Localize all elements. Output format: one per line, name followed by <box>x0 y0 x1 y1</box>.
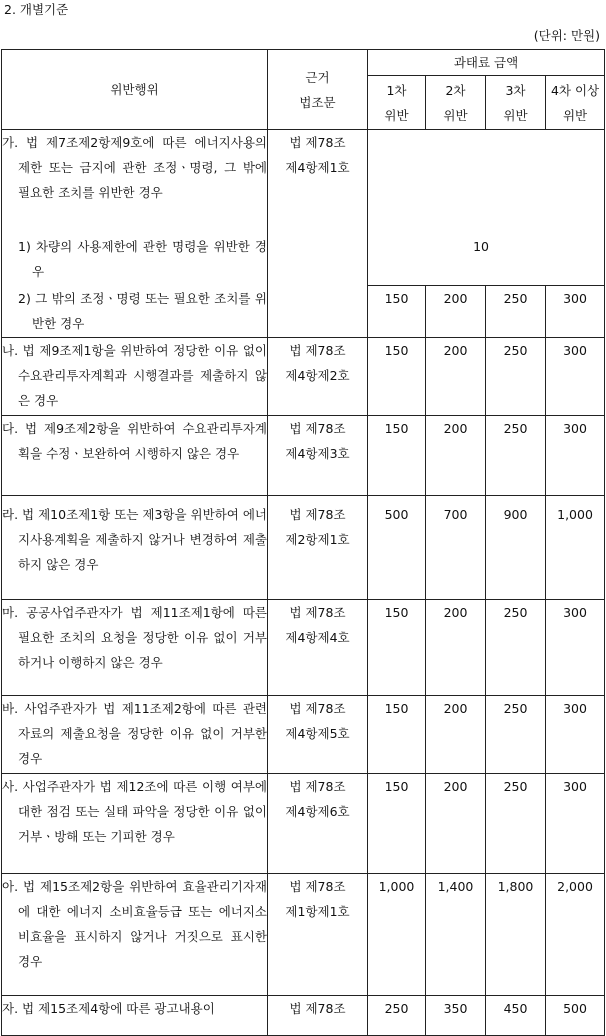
basis-line1: 법 제78조 <box>289 879 346 894</box>
header-col-3-line2: 위반 <box>503 107 528 123</box>
fine-3: 900 <box>486 496 546 600</box>
header-col-2 <box>426 76 486 130</box>
violation-text: 라. 법 제10조제1항 또는 제3항을 위반하여 에너지사용계획을 제출하지 않거나 변경하여 제출하지 않은 경우 <box>2 507 267 572</box>
merged-fine: 10 <box>368 234 605 286</box>
header-violation: 위반행위 <box>2 50 268 130</box>
fine-2: 200 <box>426 774 486 874</box>
fine-3: 250 <box>486 286 546 338</box>
fine-2: 200 <box>426 600 486 696</box>
fine-3: 250 <box>486 696 546 774</box>
violation-cell <box>2 600 268 696</box>
fine-2: 200 <box>426 696 486 774</box>
fine-1: 1,000 <box>368 874 426 996</box>
header-col-3-line1: 3차 <box>505 82 526 98</box>
header-col-2-line2: 위반 <box>443 107 468 123</box>
fine-3: 1,800 <box>486 874 546 996</box>
fine-4: 300 <box>546 600 605 696</box>
header-col-4-line1: 4차 이상 <box>550 82 600 98</box>
table-row <box>2 234 605 286</box>
violation-text: 나. 법 제9조제1항을 위반하여 정당한 이유 없이 수요관리투자계획과 시행결과를 제출하지 않은 경우 <box>2 343 267 408</box>
basis-line2: 제1항제1호 <box>285 904 350 919</box>
header-col-1-line1: 1차 <box>386 82 407 98</box>
basis-line2: 제2항제1호 <box>285 532 350 547</box>
fine-4: 300 <box>546 774 605 874</box>
violation-text: 아. 법 제15조제2항을 위반하여 효율관리기자재에 대한 에너지 소비효율등급 또는 에너지소비효율을 표시하지 않거나 거짓으로 표시한 경우 <box>2 879 267 969</box>
violation-cell <box>2 774 268 874</box>
violation-cell <box>2 130 268 234</box>
violation-text: 사. 사업주관자가 법 제12조에 따른 이행 여부에 대한 점검 또는 실태 파악을 정당한 이유 없이 거부ㆍ방해 또는 기피한 경우 <box>2 779 267 844</box>
fine-4: 300 <box>546 286 605 338</box>
fine-4: 300 <box>546 416 605 496</box>
violation-cell <box>2 874 268 996</box>
fine-4 <box>546 130 605 234</box>
fine-2 <box>426 130 486 234</box>
header-basis <box>268 50 368 130</box>
header-col-4-line2: 위반 <box>562 107 588 123</box>
table-row <box>2 416 605 496</box>
fine-2: 200 <box>426 286 486 338</box>
basis-line1: 법 제78조 <box>289 135 346 150</box>
basis-cell <box>268 600 368 696</box>
basis-line1: 법 제78조 <box>289 1001 346 1016</box>
fine-1: 150 <box>368 338 426 416</box>
violation-cell <box>2 338 268 416</box>
violation-text: 자. 법 제15조제4항에 따른 광고내용이 <box>2 1001 215 1016</box>
basis-cell <box>268 338 368 416</box>
fine-2: 200 <box>426 416 486 496</box>
section-title: 2. 개별기준 <box>4 2 69 17</box>
fine-3 <box>486 130 546 234</box>
basis-cell <box>268 234 368 286</box>
table-row <box>2 874 605 996</box>
fine-3: 250 <box>486 600 546 696</box>
violation-cell <box>2 416 268 496</box>
table-row <box>2 286 605 338</box>
fine-3: 250 <box>486 416 546 496</box>
fine-2: 700 <box>426 496 486 600</box>
table-row <box>2 774 605 874</box>
basis-line2: 제4항제6호 <box>285 804 350 819</box>
header-col-2-line1: 2차 <box>445 82 466 98</box>
violation-text: 1) 차량의 사용제한에 관한 명령을 위반한 경우 <box>18 238 267 279</box>
fine-1: 150 <box>368 774 426 874</box>
fine-4: 300 <box>546 696 605 774</box>
fine-2: 1,400 <box>426 874 486 996</box>
fine-2: 200 <box>426 338 486 416</box>
header-basis-line1: 근거 <box>305 69 330 85</box>
basis-line2: 제4항제3호 <box>285 446 350 461</box>
header-col-3 <box>486 76 546 130</box>
violation-cell <box>2 696 268 774</box>
basis-cell <box>268 286 368 338</box>
violation-text: 바. 사업주관자가 법 제11조제2항에 따른 관련 자료의 제출요청을 정당한 이유 없이 거부한 경우 <box>2 701 267 766</box>
violation-text: 2) 그 밖의 조정ㆍ명령 또는 필요한 조치를 위반한 경우 <box>18 290 267 331</box>
violation-cell <box>2 496 268 600</box>
fine-1: 500 <box>368 496 426 600</box>
header-col-1-line2: 위반 <box>384 107 409 123</box>
header-col-1 <box>368 76 426 130</box>
violation-text: 마. 공공사업주관자가 법 제11조제1항에 따른 필요한 조치의 요청을 정당한 이유 없이 거부하거나 이행하지 않은 경우 <box>2 605 267 670</box>
fine-4: 500 <box>546 996 605 1036</box>
fine-4: 2,000 <box>546 874 605 996</box>
violation-cell <box>2 286 268 338</box>
basis-line1: 법 제78조 <box>289 605 346 620</box>
basis-line2: 제4항제2호 <box>285 368 350 383</box>
table-row <box>2 696 605 774</box>
basis-line1: 법 제78조 <box>289 507 346 522</box>
header-col-4 <box>546 76 605 130</box>
fine-1: 250 <box>368 996 426 1036</box>
fine-1: 150 <box>368 416 426 496</box>
table-row <box>2 600 605 696</box>
table-row <box>2 130 605 234</box>
fine-3: 250 <box>486 774 546 874</box>
basis-line1: 법 제78조 <box>289 701 346 716</box>
basis-line1: 법 제78조 <box>289 421 346 436</box>
basis-line1: 법 제78조 <box>289 779 346 794</box>
basis-cell <box>268 416 368 496</box>
fine-3: 250 <box>486 338 546 416</box>
basis-cell <box>268 130 368 234</box>
header-fine-group: 과태료 금액 <box>368 50 605 76</box>
basis-line2: 제4항제5호 <box>285 726 350 741</box>
table-row <box>2 496 605 600</box>
fine-1: 150 <box>368 696 426 774</box>
fine-4: 300 <box>546 338 605 416</box>
fine-3: 450 <box>486 996 546 1036</box>
violation-text: 다. 법 제9조제2항을 위반하여 수요관리투자계획을 수정ㆍ보완하여 시행하지 않은 경우 <box>2 421 267 461</box>
basis-cell <box>268 696 368 774</box>
fine-1 <box>368 130 426 234</box>
fine-table <box>1 49 605 1036</box>
basis-line2: 제4항제1호 <box>285 160 350 175</box>
table-row <box>2 338 605 416</box>
basis-cell <box>268 874 368 996</box>
fine-4: 1,000 <box>546 496 605 600</box>
basis-line2: 제4항제4호 <box>285 630 350 645</box>
header-basis-line2: 법조문 <box>299 94 336 110</box>
basis-line1: 법 제78조 <box>289 343 346 358</box>
unit-label: (단위: 만원) <box>533 28 600 43</box>
fine-2: 350 <box>426 996 486 1036</box>
basis-cell <box>268 774 368 874</box>
fine-1: 150 <box>368 600 426 696</box>
violation-text: 가. 법 제7조제2항제9호에 따른 에너지사용의 제한 또는 금지에 관한 조정ㆍ명령, 그 밖에 필요한 조치를 위반한 경우 <box>2 135 267 200</box>
violation-cell <box>2 234 268 286</box>
basis-cell <box>268 496 368 600</box>
fine-1: 150 <box>368 286 426 338</box>
